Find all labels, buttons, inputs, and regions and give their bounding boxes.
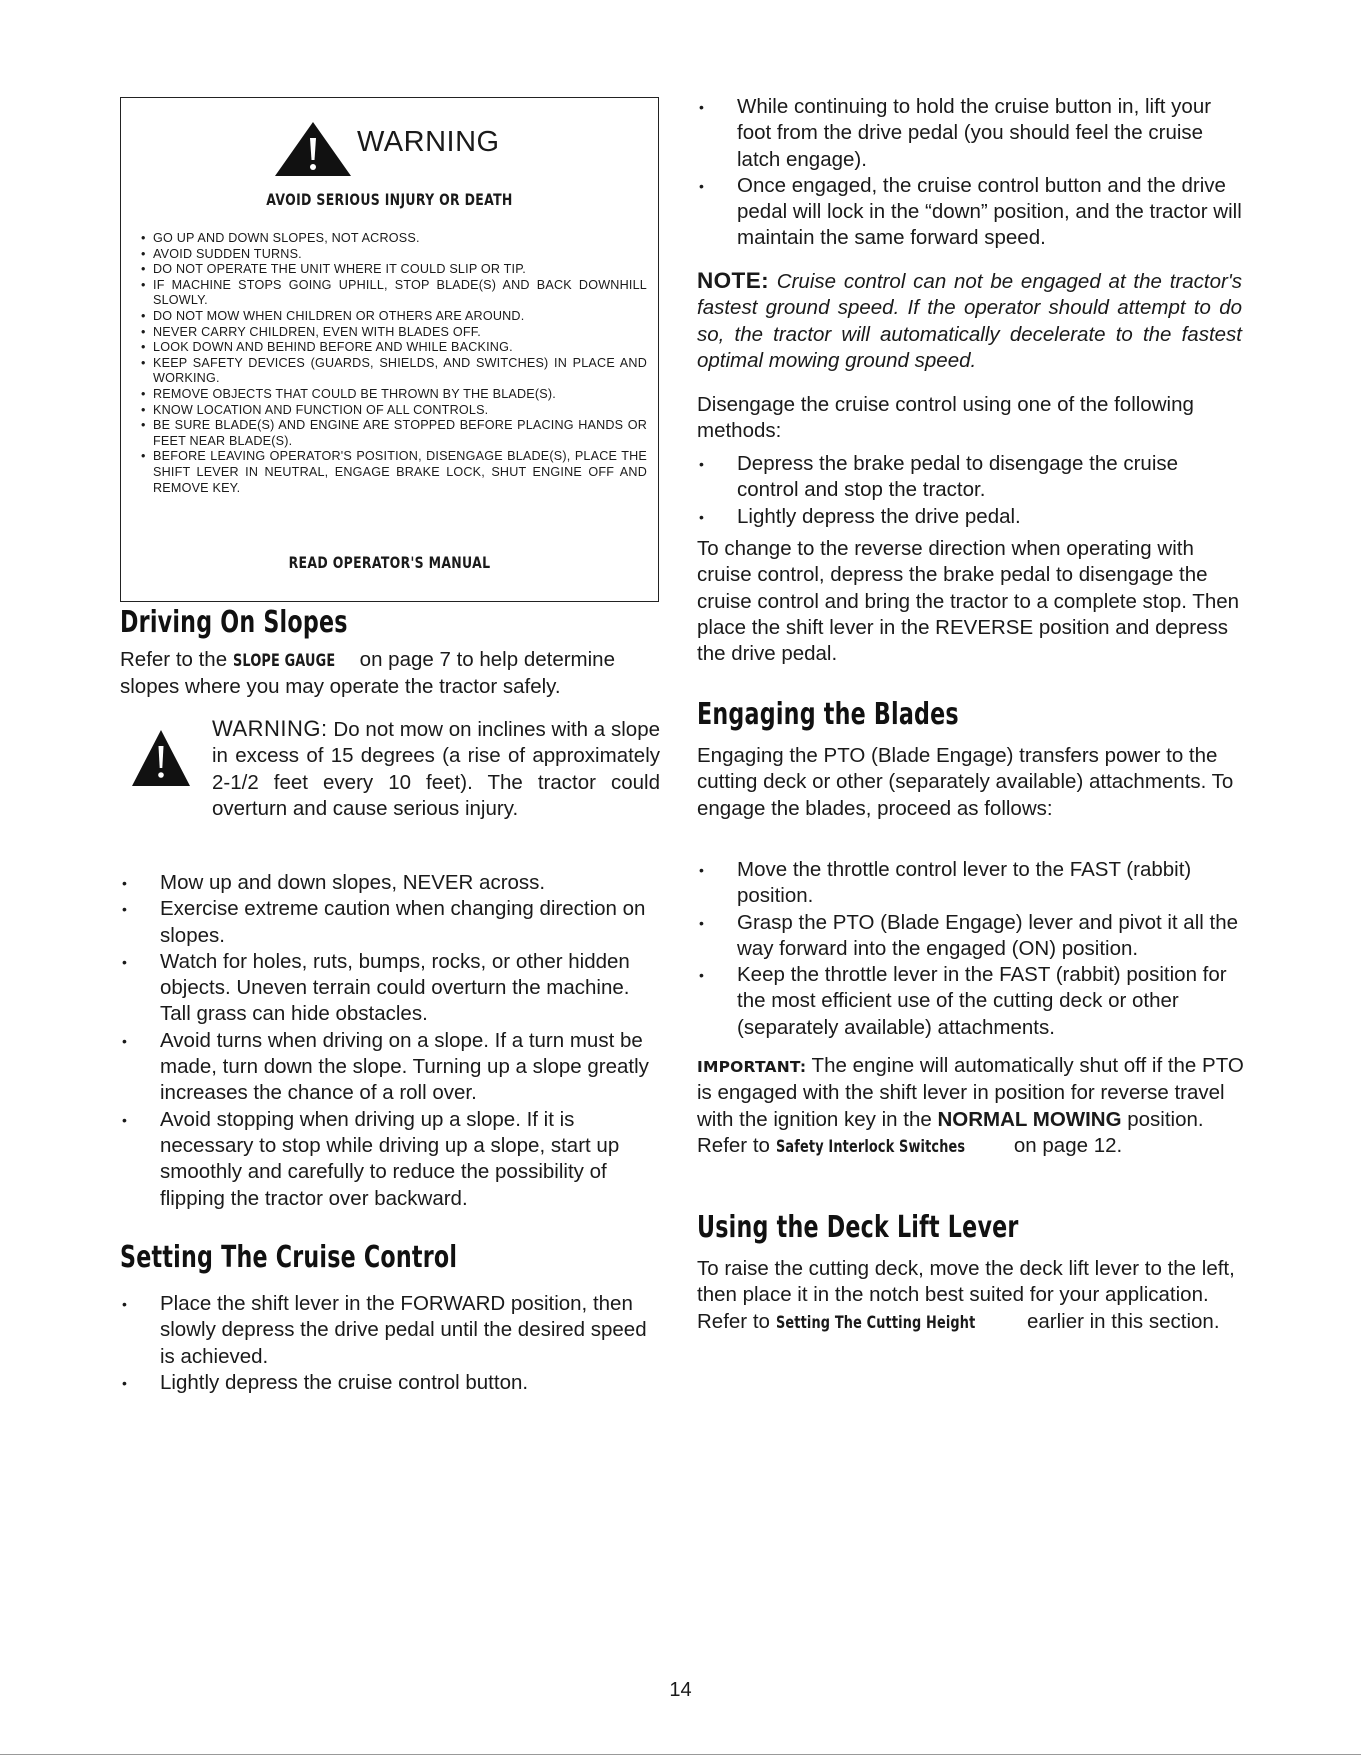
list-item: • Keep the throttle lever in the FAST (rabbit) position for the most efficient use of the cutting deck or other (separately available) attachments. (697, 962, 1245, 1041)
warning-item: • GO UP AND DOWN SLOPES, NOT ACROSS. (141, 231, 647, 247)
cruise-bullets (120, 1291, 660, 1396)
cruise-bullets-cont (697, 94, 1245, 252)
list-item: • Watch for holes, ruts, bumps, rocks, or other hidden objects. Uneven terrain could overturn the machine. Tall grass can hide obstacles. (120, 949, 660, 1028)
warning-triangle-icon (130, 728, 192, 788)
warning-item: • DO NOT MOW WHEN CHILDREN OR OTHERS ARE AROUND. (141, 309, 647, 325)
warning-item: • NEVER CARRY CHILDREN, EVEN WITH BLADES OFF. (141, 325, 647, 341)
reverse-paragraph: To change to the reverse direction when operating with cruise control, depress the brake pedal to disengage the cruise control and bring the tractor to a complete stop. Then place the shift lever in the REVERSE position and depress the drive pedal. (697, 537, 1240, 666)
note-text: Cruise control can not be engaged at the tractor's fastest ground speed. If the operator should attempt to do so, the tractor will automatically decelerate to the fastest optimal mowing ground speed. (697, 270, 1242, 372)
warning-footer: READ OPERATOR'S MANUAL (288, 553, 491, 572)
list-item: • Once engaged, the cruise control button and the drive pedal will lock in the “down” position, and the tractor will maintain the same forward speed. (697, 173, 1245, 252)
inline-warning-body: Do not mow on inclines with a slope in excess of 15 degrees (a rise of approximately 2-1/2 feet every 10 feet). The tractor could overturn and cause serious injury. (212, 718, 660, 820)
slope-gauge-ref: SLOPE GAUGE (232, 651, 336, 670)
section-heading-blades: Engaging the Blades (697, 697, 959, 732)
important-text: The engine will automatically shut off if the PTO is engaged with the shift lever in position for reverse travel with the ignition key in the (697, 1054, 1244, 1131)
important-text: position. Refer to (697, 1107, 1204, 1157)
list-item: • Grasp the PTO (Blade Engage) lever and pivot it all the way forward into the engaged (ON) position. (697, 910, 1245, 963)
warning-item: • KNOW LOCATION AND FUNCTION OF ALL CONTROLS. (141, 403, 647, 419)
note-paragraph (697, 268, 1242, 374)
list-item: • Mow up and down slopes, NEVER across. (120, 870, 660, 896)
note-label: NOTE: (697, 268, 769, 293)
warning-triangle-icon (273, 120, 353, 178)
list-item: • Depress the brake pedal to disengage the cruise control and stop the tractor. (697, 451, 1245, 504)
intro-text: Refer to the (120, 648, 233, 671)
disengage-intro: Disengage the cruise control using one of the following methods: (697, 393, 1194, 443)
deck-paragraph (697, 1256, 1245, 1336)
warning-item: • IF MACHINE STOPS GOING UPHILL, STOP BLADE(S) AND BACK DOWNHILL SLOWLY. (141, 278, 647, 309)
slopes-bullets (120, 870, 660, 1212)
warning-item: • AVOID SUDDEN TURNS. (141, 247, 647, 263)
list-item: • Move the throttle control lever to the FAST (rabbit) position. (697, 857, 1245, 910)
warning-item: • BEFORE LEAVING OPERATOR'S POSITION, DISENGAGE BLADE(S), PLACE THE SHIFT LEVER IN NEUTRAL, ENGAGE BRAKE LOCK, SHUT ENGINE OFF AND REMOVE KEY. (141, 449, 647, 496)
page-number: 14 (669, 1679, 692, 1701)
slopes-intro (120, 647, 660, 701)
section-heading-cruise: Setting The Cruise Control (120, 1240, 458, 1275)
cutting-height-ref: Setting The Cutting Height (775, 1312, 976, 1332)
deck-text: To raise the cutting deck, move the deck lift lever to the left, then place it in the notch best suited for your application. Refer to (697, 1257, 1235, 1333)
warning-title: WARNING (357, 126, 500, 158)
list-item: • Lightly depress the cruise control button. (120, 1370, 660, 1396)
list-item: • While continuing to hold the cruise button in, lift your foot from the drive pedal (you should feel the cruise latch engage). (697, 94, 1245, 173)
section-heading-slopes: Driving On Slopes (120, 605, 348, 640)
intro-text: on page 7 to help determine slopes where you may operate the tractor safely. (120, 648, 615, 699)
list-item: • Lightly depress the drive pedal. (697, 504, 1245, 530)
deck-text: earlier in this section. (1021, 1309, 1220, 1333)
page-bottom-border (0, 1754, 1361, 1755)
blades-intro: Engaging the PTO (Blade Engage) transfers power to the cutting deck or other (separately available) attachments. To engage the blades, proceed as follows: (697, 744, 1234, 820)
warning-item: • DO NOT OPERATE THE UNIT WHERE IT COULD SLIP OR TIP. (141, 262, 647, 278)
warning-item: • BE SURE BLADE(S) AND ENGINE ARE STOPPED BEFORE PLACING HANDS OR FEET NEAR BLADE(S). (141, 418, 647, 449)
warning-item: • REMOVE OBJECTS THAT COULD BE THROWN BY THE BLADE(S). (141, 387, 647, 403)
list-item: • Avoid turns when driving on a slope. If a turn must be made, turn down the slope. Turning up a slope greatly increases the chance of a roll over. (120, 1028, 660, 1107)
list-item: • Avoid stopping when driving up a slope. If it is necessary to stop while driving up a slope, start up smoothly and carefully to reduce the possibility of flipping the tractor over backward. (120, 1107, 660, 1212)
normal-mowing-text: NORMAL MOWING (937, 1107, 1122, 1131)
important-text: on page 12. (1008, 1133, 1123, 1157)
safety-interlock-ref: Safety Interlock Switches (775, 1136, 965, 1156)
warning-item: • LOOK DOWN AND BEHIND BEFORE AND WHILE BACKING. (141, 340, 647, 356)
disengage-bullets (697, 451, 1245, 530)
important-label: IMPORTANT: (697, 1058, 807, 1076)
list-item: • Exercise extreme caution when changing direction on slopes. (120, 896, 660, 949)
list-item: • Place the shift lever in the FORWARD position, then slowly depress the drive pedal until the desired speed is achieved. (120, 1291, 660, 1370)
warning-header (121, 120, 658, 170)
section-heading-deck: Using the Deck Lift Lever (697, 1210, 1019, 1245)
important-paragraph (697, 1053, 1245, 1160)
blades-bullets (697, 857, 1245, 1041)
inline-warning-label: WARNING: (212, 716, 328, 741)
warning-item: • KEEP SAFETY DEVICES (GUARDS, SHIELDS, AND SWITCHES) IN PLACE AND WORKING. (141, 356, 647, 387)
inline-warning-text (212, 716, 660, 822)
warning-subtitle: AVOID SERIOUS INJURY OR DEATH (266, 190, 513, 209)
warning-box (120, 97, 659, 602)
warning-list (141, 231, 647, 496)
